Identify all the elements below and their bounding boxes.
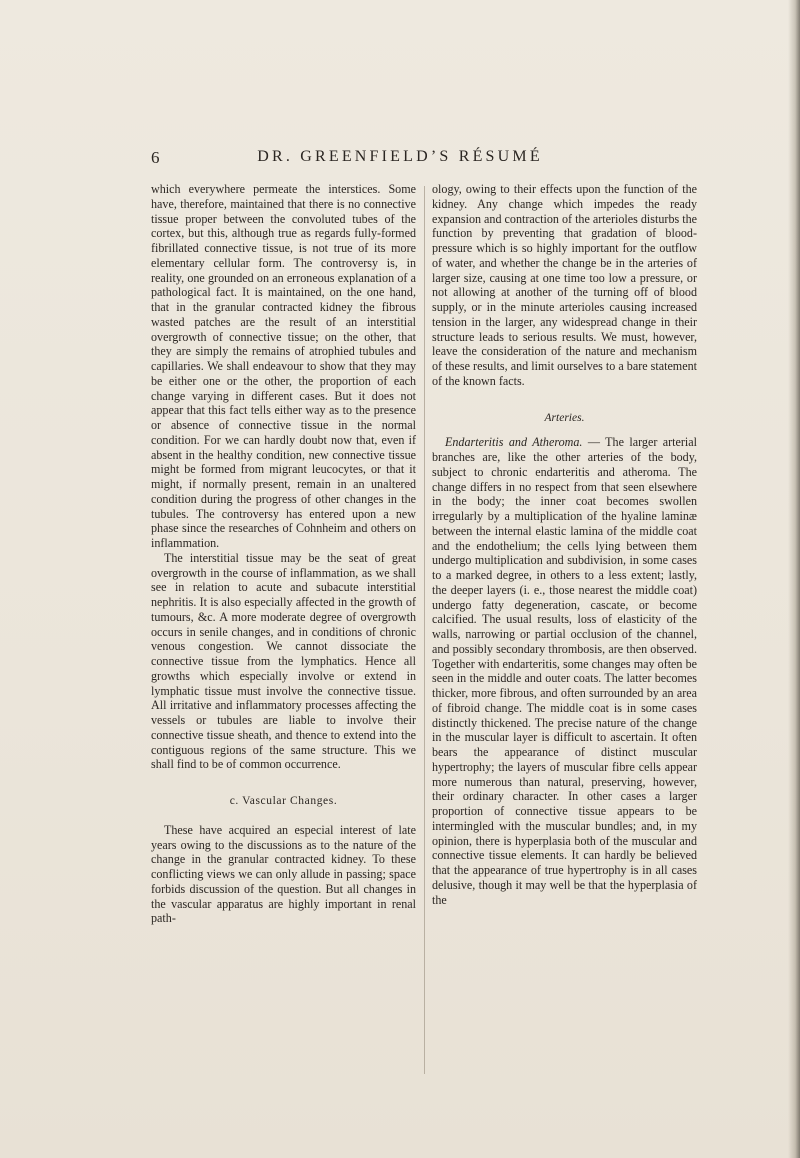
running-head: DR. GREENFIELD’S RÉSUMÉ xyxy=(257,148,543,165)
right-column xyxy=(432,182,697,907)
column-divider xyxy=(424,186,425,1074)
left-paragraph-3: These have acquired an especial interest of late years owing to the discussions as to the nature of the change in the granular contracted kidney. To these conflicting views we can only allude in passing; space forbids discussion of the question. But all changes in the vascular apparatus are highly important in renal path- xyxy=(151,822,416,926)
left-column xyxy=(151,182,416,926)
left-paragraph-1: which everywhere permeate the interstices. Some have, therefore, maintained that there is no connective tissue proper between the convoluted tubes of the cortex, but this, although true as regards fully-formed fibrillated connective tissue, is not true of its more elementary cellular form. The controversy is, in reality, one grounded on an erroneous explanation of a pathological fact. It is maintained, on the one hand, that in the granular contracted kidney the fibrous wasted patches are the result of an interstitial overgrowth of connective tissue; on the other, that they are simply the remains of atrophied tubules and capillaries. We shall endeavour to show that they may be either one or the other, the proportion of each change varying in different cases. But it does not appear that this fact tells either way as to the presence or absence of connective tissue in the normal condition. For we can hardly doubt now that, even if absent in the healthy condition, new connective tissue might be formed from migrant leucocytes, or that it might, if normally present, remain in an unaltered condition during the progress of other changes in the tubules. The controversy has entered upon a new phase since the researches of Cohnheim and others on inflammation. xyxy=(151,182,416,550)
paragraph-body-endarteritis: — The larger arterial branches are, like the other arteries of the body, subject to chronic endarteritis and atheroma. The change differs in no respect from that seen elsewhere in the body; the inner coat becomes swollen irregularly by a multiplication of the hyaline laminæ between the internal elastic lamina of the middle coat and the endothelium; the cells lying between them undergo multiplication and subdivision, in some cases to a marked degree, in others to a less extent; lastly, the deeper layers (i. e., those nearest the middle coat) undergo fatty degeneration, cascate, or become calcified. The usual results, loss of elasticity of the walls, narrowing or partial occlusion of the channel, and possibly secondary thrombosis, are then observed. Together with endarteritis, some changes may often be seen in the middle and outer coats. The latter becomes thicker, more fibrous, and often surrounded by an area of fibroid change. The middle coat is in some cases distinctly thickened. The precise nature of the change in the muscular layer is difficult to ascertain. It often bears the appearance of distinct muscular hypertrophy; the layers of muscular fibre cells appear more numerous than natural, preserving, however, their ordinary character. In other cases a larger proportion of connective tissue appears to be intermingled with the muscular bundles; and, in my opinion, there is hyperplasia both of the muscular and connective tissue elements. It can hardly be believed that the appearance of true hypertrophy is in all cases delusive, though it may well be that the hyperplasia of the xyxy=(432,435,697,907)
page-number: 6 xyxy=(151,148,160,167)
left-paragraph-2: The interstitial tissue may be the seat of great overgrowth in the course of inflammation, as we shall see in relation to acute and subacute interstitial nephritis. It is also especially affected in the growth of tumours, &c. A more moderate degree of overgrowth occurs in senile changes, and in conditions of chronic venous congestion. We cannot dissociate the connective tissue from the lymphatics. Hence all growths which especially involve or extend in lymphatic tissue must involve the connective tissue. All irritative and inflammatory processes affecting the vessels or tubules are liable to involve their connective tissue sheath, and thence to extend into the contiguous regions of the same structure. This we shall find to be of common occurrence. xyxy=(151,550,416,772)
right-paragraph-1: ology, owing to their effects upon the function of the kidney. Any change which impedes the ready expansion and contraction of the arterioles disturbs the function by preventing that gradation of blood-pressure which is so highly important for the outflow of water, and whether the change be in the arteries of larger size, causing at one time too low a pressure, or not allowing at another of the turning off of blood supply, or in the minute arterioles causing increased tension in the larger, any widespread change in their structure leads to serious results. We must, however, leave the consideration of the nature and mechanism of these results, and limit ourselves to a bare statement of the known facts. xyxy=(432,182,697,388)
section-heading-vascular-changes: c. Vascular Changes. xyxy=(229,795,338,807)
right-paragraph-2 xyxy=(432,435,697,907)
page-header xyxy=(0,148,800,178)
subsection-heading-arteries: Arteries. xyxy=(544,411,585,424)
paragraph-lead-endarteritis: Endarteritis and Atheroma. xyxy=(445,435,583,450)
